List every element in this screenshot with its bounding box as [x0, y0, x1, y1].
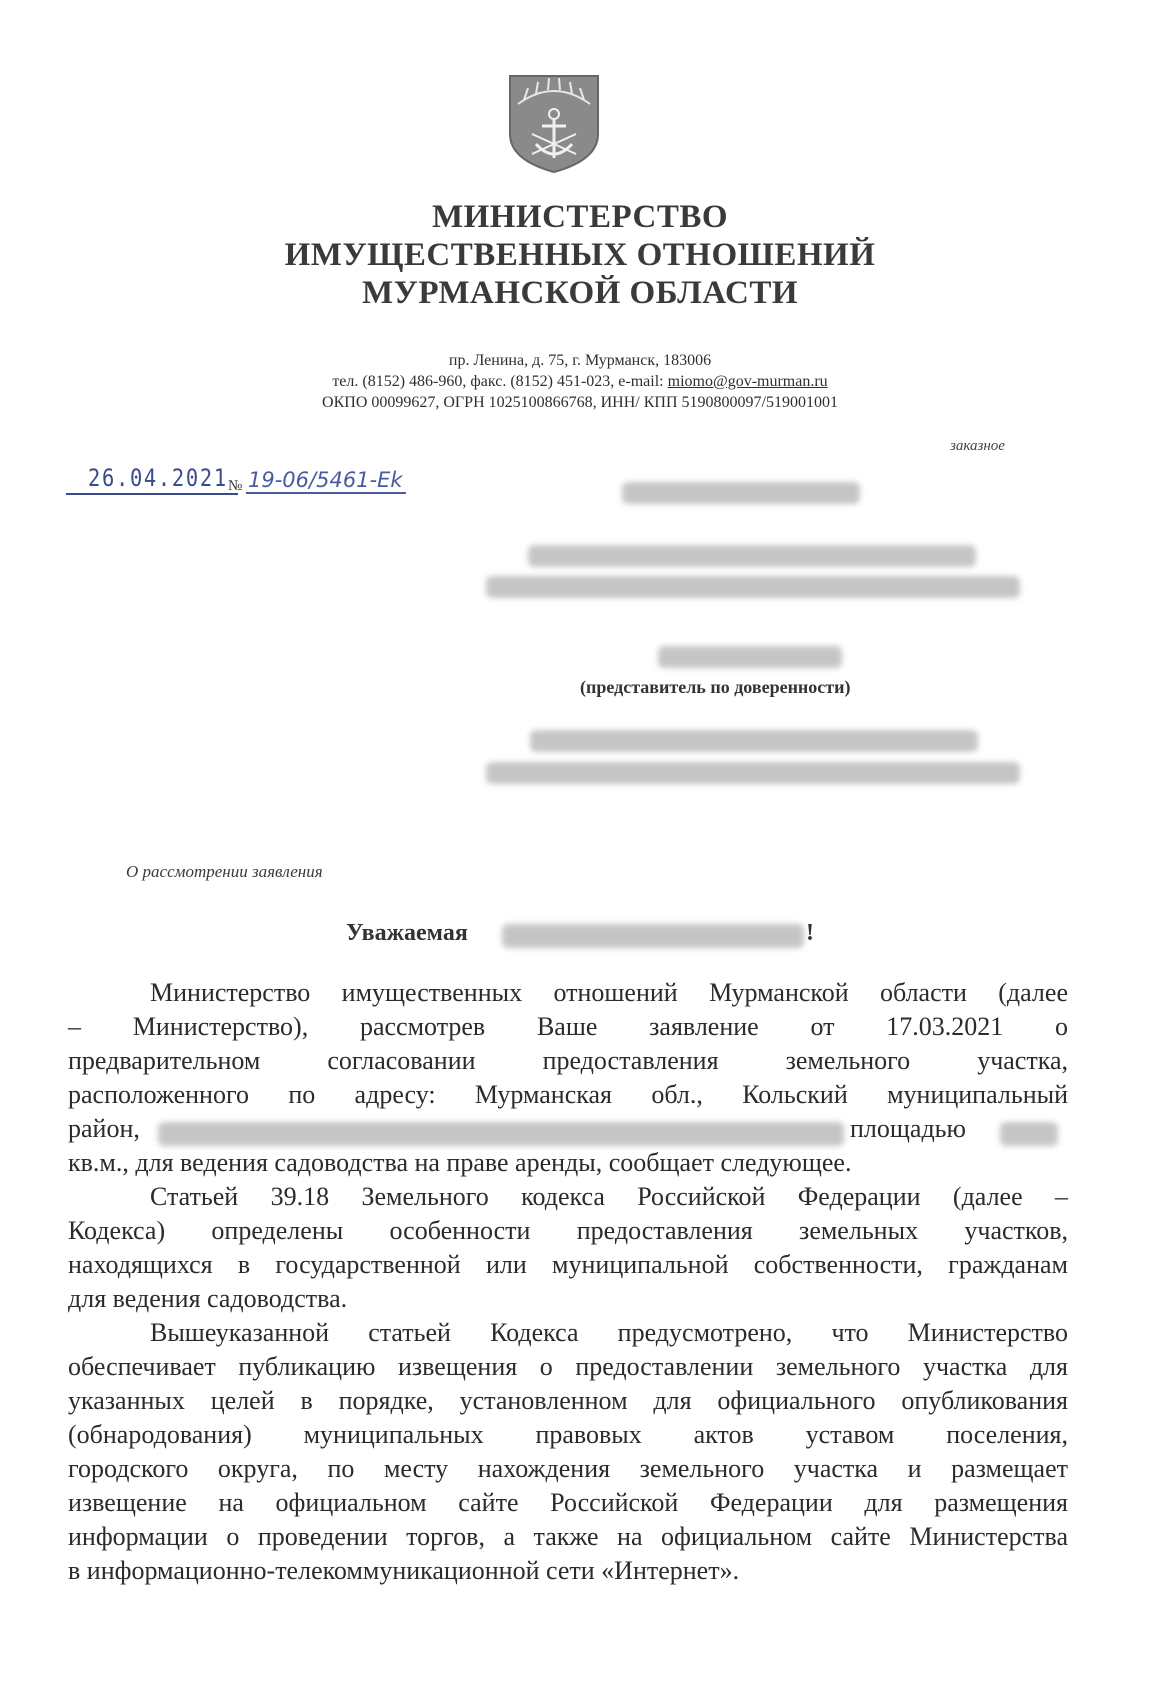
greeting-prefix: Уважаемая	[346, 920, 468, 946]
registration-number: 19-06/5461-Ek	[248, 468, 403, 492]
redacted-land-location	[158, 1122, 844, 1146]
greeting-suffix: !	[806, 920, 814, 946]
area-label: площадью	[850, 1114, 966, 1143]
redacted-land-area	[1000, 1122, 1058, 1146]
redacted-representative-address-line-1	[530, 730, 978, 752]
ministry-requisites: ОКПО 00099627, ОГРН 1025100866768, ИНН/ КПП 5190800097/519001001	[322, 394, 838, 411]
body-paragraph-3	[68, 1316, 1068, 1588]
body-paragraph-1	[68, 976, 1068, 1180]
redacted-greeting-name	[502, 924, 804, 948]
murmansk-coat-of-arms-icon	[508, 74, 600, 174]
representative-label: (представитель по доверенности)	[580, 677, 851, 697]
body-line: находящихся в государственной или муниципальной собственности, гражданам	[68, 1250, 1068, 1279]
number-underline	[246, 492, 406, 494]
ministry-name-line-2: ИМУЩЕСТВЕННЫХ ОТНОШЕНИЙ	[284, 237, 876, 273]
ministry-address: пр. Ленина, д. 75, г. Мурманск, 183006	[448, 352, 712, 369]
letter-subject: О рассмотрении заявления	[126, 862, 323, 881]
registered-mail-mark: заказное	[950, 438, 1005, 454]
ministry-name-line-3: МУРМАНСКОЙ ОБЛАСТИ	[361, 275, 799, 311]
registration-date: 26.04.2021	[88, 464, 228, 492]
body-line: извещение на официальном сайте Российской Федерации для размещения	[68, 1488, 1068, 1517]
ministry-phone-line	[0, 371, 1160, 392]
body-line: обеспечивает публикацию извещения о предоставлении земельного участка для	[68, 1352, 1068, 1381]
body-line: информации о проведении торгов, а также на официальном сайте Министерства	[68, 1522, 1068, 1551]
body-line: – Министерство), рассмотрев Ваше заявление от 17.03.2021 о	[68, 1012, 1068, 1041]
redacted-addressee-address-line-2	[486, 576, 1020, 598]
phone-fax-text: тел. (8152) 486-960, факс. (8152) 451-023, е-mail:	[332, 373, 668, 390]
body-line: расположенного по адресу: Мурманская обл., Кольский муниципальный	[68, 1080, 1068, 1109]
redacted-addressee-name	[622, 482, 860, 504]
body-line: Министерство имущественных отношений Мурманской области (далее	[150, 978, 1068, 1007]
body-line: указанных целей в порядке, установленном для официального опубликования	[68, 1386, 1068, 1415]
redacted-representative-name	[658, 646, 842, 668]
redacted-representative-address-line-2	[486, 762, 1020, 784]
letter-body	[68, 976, 1068, 1588]
body-line: (обнародования) муниципальных правовых актов уставом поселения,	[68, 1420, 1068, 1449]
redacted-addressee-address-line-1	[528, 545, 976, 567]
body-line: Кодекса) определены особенности предоставления земельных участков,	[68, 1216, 1068, 1245]
ministry-name-line-1: МИНИСТЕРСТВО	[431, 199, 729, 235]
ministry-contacts	[0, 350, 1160, 413]
body-line: Статьей 39.18 Земельного кодекса Российской Федерации (далее –	[150, 1182, 1068, 1211]
body-line: для ведения садоводства.	[68, 1284, 348, 1313]
body-line: кв.м., для ведения садоводства на праве аренды, сообщает следующее.	[68, 1148, 852, 1177]
body-line: городского округа, по месту нахождения земельного участка и размещает	[68, 1454, 1068, 1483]
body-line: Вышеуказанной статьей Кодекса предусмотрено, что Министерство	[150, 1318, 1068, 1347]
ministry-email-link[interactable]: miomo@gov-murman.ru	[667, 373, 828, 390]
date-underline	[66, 493, 238, 495]
body-line-start: район,	[68, 1114, 140, 1143]
body-line: в информационно-телекоммуникационной сети «Интернет».	[68, 1556, 740, 1585]
body-line: предварительном согласовании предоставления земельного участка,	[68, 1046, 1068, 1075]
body-paragraph-2	[68, 1180, 1068, 1316]
ministry-name	[0, 198, 1160, 312]
registration-number-label: №	[228, 478, 243, 494]
